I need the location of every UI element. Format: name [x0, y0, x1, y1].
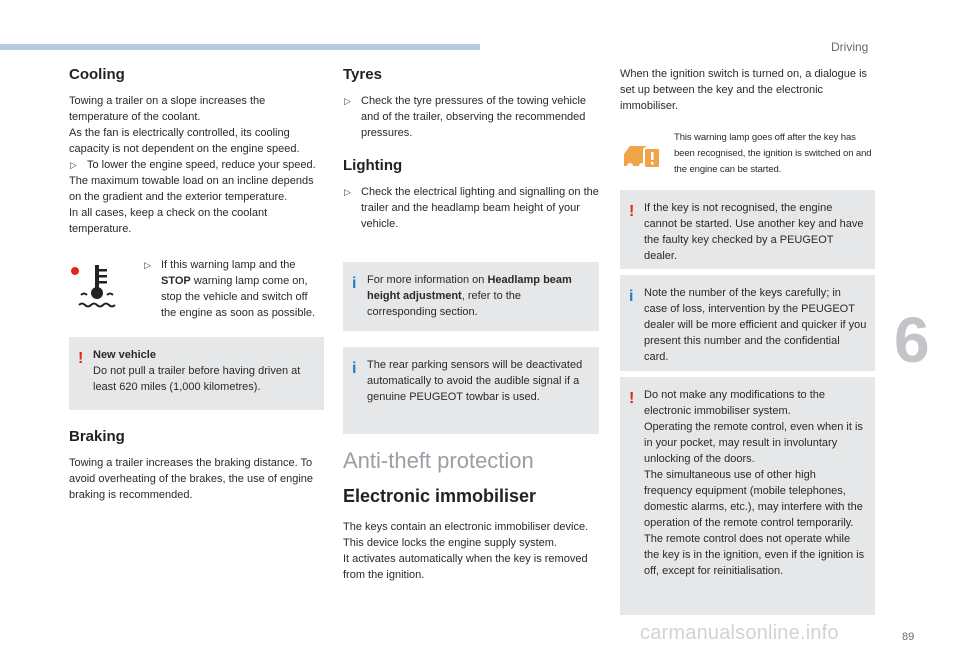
antitheft-heading: Anti-theft protection — [343, 448, 534, 473]
mods-paragraph-4: The remote control does not operate while the key is in the ignition, even if the ignition is off, except for reinitialisation. — [644, 533, 865, 577]
new-vehicle-warning-box — [69, 337, 324, 410]
tyres-bullet: ▷ Check the tyre pressures of the towing vehicle and of the trailer, observing the recommended pressures. — [343, 93, 599, 141]
lighting-heading: Lighting — [343, 157, 403, 174]
watermark: carmanualsonline.info — [640, 622, 839, 644]
coolant-lamp-text-b: warning lamp come on, stop the vehicle and switch off the engine as soon as possible. — [161, 275, 316, 319]
warning-icon: ! — [629, 390, 635, 407]
page-number: 89 — [902, 631, 915, 643]
lighting-bullet: ▷ Check the electrical lighting and signalling on the trailer and the headlamp beam height of your vehicle. — [343, 184, 599, 232]
mods-paragraph-1: Do not make any modifications to the electronic immobiliser system. — [644, 389, 825, 417]
cooling-paragraph-1: Towing a trailer on a slope increases the temperature of the coolant. — [69, 95, 266, 123]
ignition-text: When the ignition switch is turned on, a dialogue is set up between the key and the electronic immobiliser. — [620, 68, 868, 112]
info-icon: i — [352, 275, 357, 292]
cooling-paragraph-3: The maximum towable load on an incline depends on the gradient and the exterior temperature. — [69, 175, 314, 203]
mods-paragraph-3: The simultaneous use of other high frequency equipment (mobile telephones, domestic alarms, etc.), may interfere with the operation of the remote control temporarily. — [644, 469, 863, 529]
immobiliser-paragraph-2: This device locks the engine supply system. — [343, 537, 557, 549]
key-warning-text: If the key is not recognised, the engine cannot be started. Use another key and have the faulty key checked by a PEUGEOT dealer. — [644, 202, 864, 262]
cooling-bullet: ▷ To lower the engine speed, reduce your speed. — [69, 157, 324, 173]
braking-text: Towing a trailer increases the braking distance. To avoid overheating of the brakes, the use of engine braking is recommended. — [69, 457, 314, 501]
column-middle — [343, 66, 599, 583]
coolant-lamp-text-a: If this warning lamp and the — [161, 259, 296, 271]
headlamp-info-text-a: For more information on — [367, 274, 485, 286]
headlamp-info-box — [343, 262, 599, 331]
new-vehicle-text: Do not pull a trailer before having driven at least 620 miles (1,000 kilometres). — [93, 365, 301, 393]
modifications-warning-box — [620, 377, 875, 615]
car-key-lamp-icon — [620, 136, 664, 176]
column-right — [620, 66, 875, 615]
cooling-heading: Cooling — [69, 66, 125, 83]
coolant-lamp-text — [143, 257, 324, 321]
info-icon: i — [352, 360, 357, 377]
immobiliser-paragraph-3: It activates automatically when the key is removed from the ignition. — [343, 553, 588, 581]
stop-word: STOP — [161, 275, 191, 287]
parking-info-text: The rear parking sensors will be deactivated automatically to avoid the audible signal if a genuine PEUGEOT towbar is used. — [367, 359, 583, 403]
info-icon: i — [629, 288, 634, 305]
key-warning-box — [620, 190, 875, 269]
warning-icon: ! — [78, 350, 84, 367]
immobiliser-lamp-block — [620, 130, 875, 178]
tyres-heading: Tyres — [343, 66, 382, 83]
column-left — [69, 66, 324, 503]
coolant-lamp-block — [69, 257, 324, 321]
immobiliser-lamp-text: This warning lamp goes off after the key has been recognised, the ignition is switched on and the engine can be started. — [674, 132, 872, 175]
immobiliser-paragraph-1: The keys contain an electronic immobiliser device. — [343, 521, 589, 533]
keys-info-text: Note the number of the keys carefully; in case of loss, intervention by the PEUGEOT dealer will be more efficient and quicker if you present this number and the confidential card. — [644, 287, 867, 363]
headlamp-info-link: Headlamp beam height adjustment — [367, 274, 572, 302]
header-accent-bar — [0, 44, 480, 50]
coolant-temperature-icon — [69, 257, 125, 313]
keys-info-box — [620, 275, 875, 371]
warning-icon: ! — [629, 203, 635, 220]
section-label: Driving — [831, 40, 869, 54]
new-vehicle-title: New vehicle — [93, 349, 156, 361]
chapter-number: 6 — [894, 304, 930, 376]
parking-info-box — [343, 347, 599, 434]
cooling-paragraph-4: In all cases, keep a check on the coolant temperature. — [69, 207, 268, 235]
headlamp-info-text-b: , refer to the corresponding section. — [367, 290, 522, 318]
braking-heading: Braking — [69, 428, 125, 445]
cooling-paragraph-2: As the fan is electrically controlled, its cooling capacity is not dependent on the engine speed. — [69, 127, 300, 155]
mods-paragraph-2: Operating the remote control, even when it is in your pocket, may result in involuntary unlocking of the doors. — [644, 421, 863, 465]
immobiliser-heading: Electronic immobiliser — [343, 486, 537, 506]
